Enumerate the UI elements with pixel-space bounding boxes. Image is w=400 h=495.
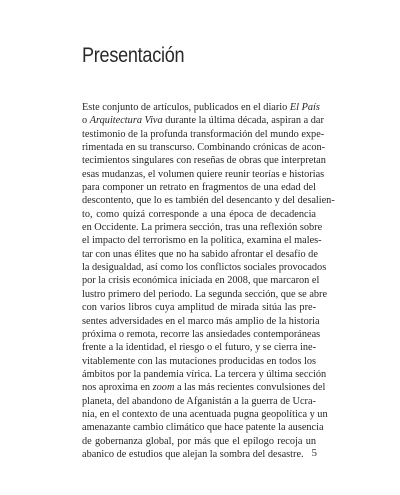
text-line — [82, 168, 325, 181]
text-line — [82, 181, 316, 194]
text-run: esas mudanzas, el volumen quiere reunir teorías e historias — [82, 168, 325, 180]
text-run: nos aproxima en — [82, 382, 153, 394]
text-line — [82, 141, 326, 154]
text-line — [82, 114, 324, 127]
text-run: en Occidente. La primera sección, tras una reflexión sobre — [82, 222, 323, 234]
page-title: Presentación — [82, 44, 185, 67]
text-line — [82, 221, 323, 234]
text-run: testimonio de la profunda transformación del mundo expe- — [82, 128, 325, 140]
page-number: 5 — [311, 447, 317, 459]
text-line — [82, 154, 326, 167]
text-line — [82, 208, 316, 221]
text-run: de gobernanza global, por más que el epílogo recoja un — [82, 435, 316, 447]
text-run: planeta, del abandono de Afganistán a la guerra de Ucra- — [82, 395, 316, 407]
text-run: nia, en el contexto de una acentuada pugna geopolítica y un — [82, 408, 328, 420]
text-line — [82, 368, 327, 381]
text-line — [82, 101, 320, 114]
text-line — [82, 194, 335, 207]
text-line — [82, 408, 328, 421]
text-run: o — [82, 115, 90, 127]
text-run: a las más recientes convulsiones del — [174, 382, 326, 394]
text-run: lustro primero del periodo. La segunda sección, que se abre — [82, 288, 328, 300]
italic-text: Arquitectura Viva — [89, 115, 163, 127]
text-line — [82, 234, 322, 247]
text-run: para componer un retrato en fragmentos de una edad del — [82, 182, 316, 194]
text-run: con varios libros cuya amplitud de mirada sitúa las pre- — [82, 302, 316, 314]
text-run: la desigualdad, así como los conflictos sociales provocados — [82, 262, 327, 274]
text-line — [82, 315, 320, 328]
text-line — [82, 261, 327, 274]
text-line — [82, 288, 328, 301]
text-run: por la crisis económica iniciada en 2008, que marcaron el — [82, 275, 320, 287]
text-run: amenazante cambio climático que hace patente la ausencia — [82, 422, 324, 434]
text-run: to, como quizá corresponde a una época de decadencia — [82, 208, 316, 220]
text-run: Este conjunto de artículos, publicados en el diario — [82, 102, 290, 113]
text-run: el impacto del terrorismo en la política, examina el males- — [82, 235, 322, 247]
italic-text: zoom — [152, 382, 175, 394]
italic-text: El País — [289, 102, 320, 113]
text-line — [82, 381, 326, 394]
text-run: ámbitos por la pandemia vírica. La tercera y última sección — [82, 368, 327, 380]
text-line — [82, 248, 316, 261]
text-run: abanico de estudios que alejan la sombra del desastre. — [82, 448, 304, 460]
text-line — [82, 395, 316, 408]
text-line — [82, 421, 324, 434]
text-line — [82, 355, 316, 368]
text-run: rimentada en su transcurso. Combinando crónicas de acon- — [82, 142, 326, 154]
text-line — [82, 128, 325, 141]
text-line — [82, 301, 316, 314]
body-paragraph — [82, 101, 335, 461]
text-line — [82, 341, 316, 354]
text-line — [82, 274, 320, 287]
text-line — [82, 328, 321, 341]
text-run: tar con unas élites que no ha sabido afrontar el desafío de — [82, 248, 318, 260]
text-run: tecimientos singulares con reseñas de obras que interpretan — [82, 155, 326, 167]
text-run: vitablemente con las mutaciones producidas en todos los — [82, 355, 316, 367]
text-run: durante la última década, aspiran a dar — [162, 115, 324, 127]
text-run: sentes adversidades en el marco más amplio de la historia — [82, 315, 320, 327]
text-line — [82, 435, 316, 448]
text-run: descontento, que lo es también del desencanto y del desalien- — [82, 195, 335, 207]
text-run: próxima o remota, recorre las ansiedades contemporáneas — [82, 328, 321, 340]
text-run: frente a la identidad, el riesgo o el futuro, y se cierra ine- — [82, 342, 316, 354]
text-line — [82, 448, 316, 461]
